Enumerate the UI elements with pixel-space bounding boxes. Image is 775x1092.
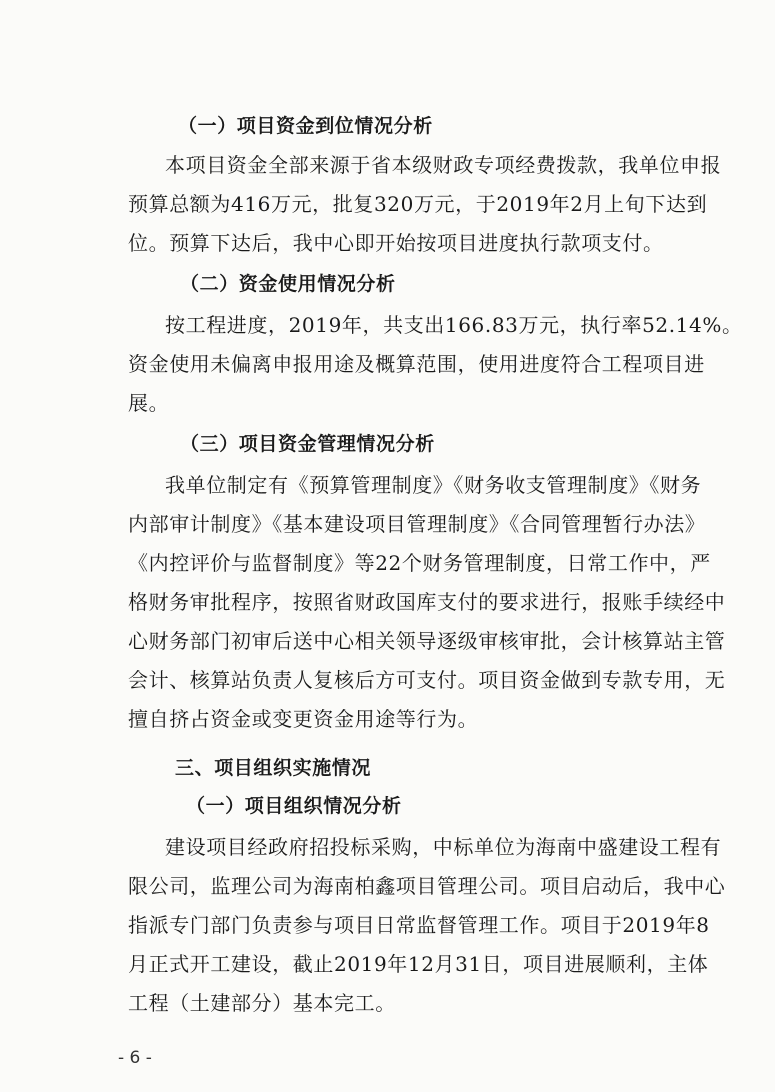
paragraph-line: 会计、核算站负责人复核后方可支付。项目资金做到专款专用，无 (128, 668, 726, 692)
paragraph-line: 我单位制定有《预算管理制度》《财务收支管理制度》《财务 (165, 473, 702, 497)
section-heading-implementation: 三、项目组织实施情况 (175, 757, 372, 779)
paragraph-line: 建设项目经政府招投标采购，中标单位为海南中盛建设工程有 (165, 835, 722, 859)
paragraph-line: 按工程进度，2019年，共支出166.83万元，执行率52.14%。 (165, 313, 743, 337)
paragraph-line: 《内控评价与监督制度》等22个财务管理制度，日常工作中，严 (128, 551, 711, 575)
paragraph-line: 预算总额为416万元，批复320万元，于2019年2月上旬下达到 (128, 192, 708, 216)
paragraph-line: 位。预算下达后，我中心即开始按项目进度执行款项支付。 (128, 231, 664, 255)
paragraph-line: 限公司，监理公司为海南柏鑫项目管理公司。项目启动后，我中心 (128, 874, 726, 898)
paragraph-line: 格财务审批程序，按照省财政国库支付的要求进行，报账手续经中 (128, 590, 726, 614)
paragraph-line: 指派专门部门负责参与项目日常监督管理工作。项目于2019年8 (128, 913, 710, 937)
paragraph-line: 工程（土建部分）基本完工。 (128, 991, 396, 1015)
paragraph-line: 展。 (128, 391, 170, 415)
paragraph-line: 本项目资金全部来源于省本级财政专项经费拨款，我单位申报 (165, 153, 722, 177)
heading-fund-management: （三）项目资金管理情况分析 (180, 433, 435, 455)
paragraph-line: 心财务部门初审后送中心相关领导逐级审核审批，会计核算站主管 (128, 629, 726, 653)
heading-fund-arrival: （一）项目资金到位情况分析 (178, 115, 433, 137)
paragraph-line: 擅自挤占资金或变更资金用途等行为。 (128, 707, 479, 731)
paragraph-line: 资金使用未偏离申报用途及概算范围，使用进度符合工程项目进 (128, 352, 705, 376)
page-number: - 6 - (118, 1048, 152, 1068)
heading-organization: （一）项目组织情况分析 (186, 795, 402, 817)
heading-fund-usage: （二）资金使用情况分析 (180, 273, 396, 295)
paragraph-line: 内部审计制度》《基本建设项目管理制度》《合同管理暂行办法》 (128, 512, 706, 536)
paragraph-line: 月正式开工建设，截止2019年12月31日，项目进展顺利，主体 (128, 952, 709, 976)
